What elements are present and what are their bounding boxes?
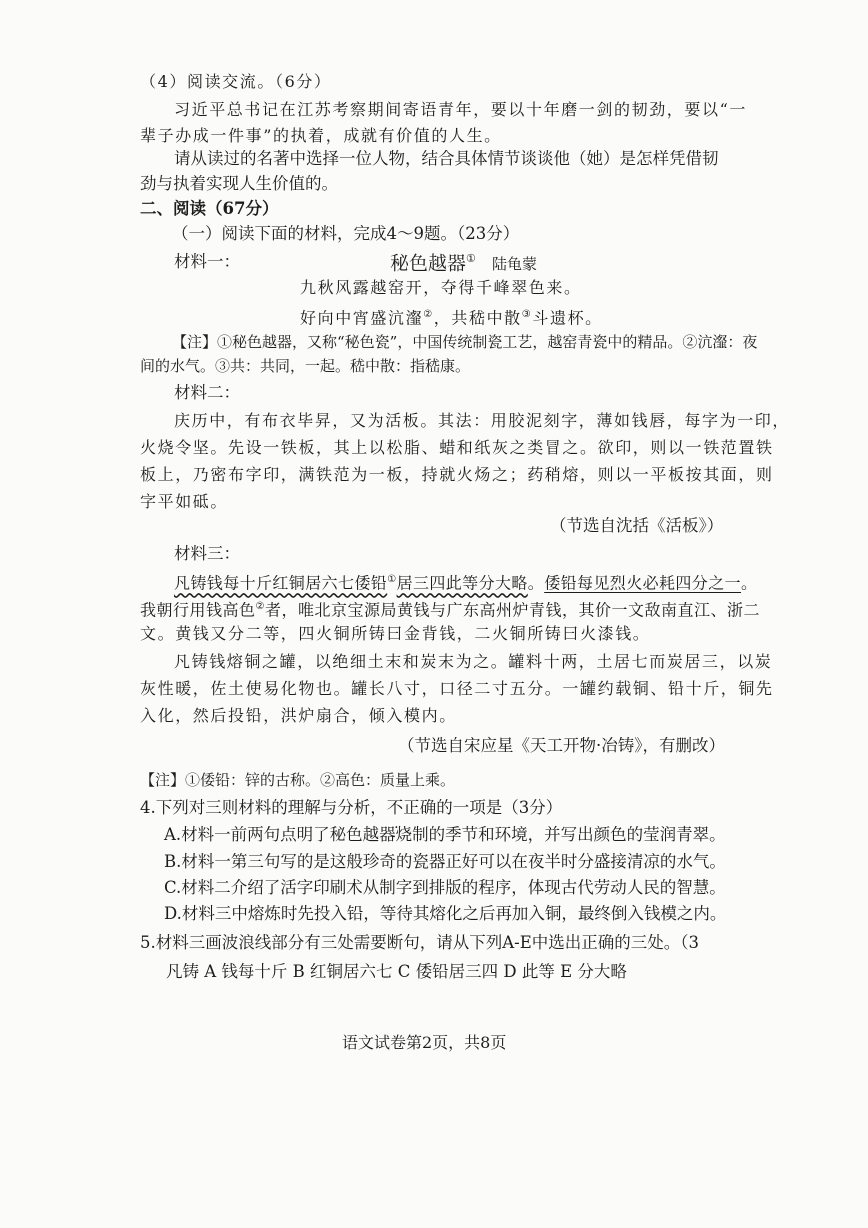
material3-line-5: 灰性暖，佐土使易化物也。罐长八寸，口径二寸五分。一罐约载铜、铅十斤，铜先 [140, 679, 774, 698]
q4-quote-line-2: 辈子办成一件事”的执着，成就有价值的人生。 [140, 126, 502, 145]
material3-punct-1: 。 [527, 573, 545, 593]
poem-author: 陆龟蒙 [492, 255, 538, 273]
material3-label: 材料三： [174, 544, 240, 563]
material2-line-2: 火烧令坚。先设一铁板，其上以松脂、蜡和纸灰之类冒之。欲印，则以一铁范置铁 [140, 438, 774, 457]
poem-line-2-note2: ③ [521, 309, 533, 320]
q4-stem-emphasis: 不 [386, 798, 404, 817]
wavy-line-part-2: 居三四此等分大略 [396, 573, 528, 593]
q4-ask-line-2: 劲与执着实现人生价值的。 [140, 174, 338, 193]
page-footer: 语文试卷第2页，共8页 [342, 1033, 507, 1052]
material3-note: 【注】①倭铅：锌的古称。②高色：质量上乘。 [140, 771, 456, 789]
q4-stem-a: 4.下列对三则材料的理解与分析， [140, 798, 387, 817]
material3-line-1 [174, 568, 757, 595]
q5-sentence: 凡铸 A 钱每十斤 B 红铜居六七 C 倭铅居三四 D 此等 E 分大略 [166, 962, 627, 981]
q4-option-a: A.材料一前两句点明了秘色越器烧制的季节和环境，并写出颜色的莹润青翠。 [164, 825, 726, 844]
q4-option-c: C.材料二介绍了活字印刷术从制字到排版的程序，体现古代劳动人民的智慧。 [164, 878, 726, 897]
material3-line-2a: 我朝行用钱高色 [140, 600, 256, 620]
material3-line-6: 入化，然后投铅，洪炉扇合，倾入模内。 [140, 706, 457, 725]
material3-line-3: 文。黄钱又分二等，四火铜所铸曰金背钱，二火铜所铸曰火漆钱。 [140, 624, 651, 643]
poem-line-1: 九秋风露越窑开，夺得千峰翠色来。 [300, 278, 582, 297]
underlined-sentence: 倭铅每见烈火必耗四分之一 [544, 573, 741, 593]
material3-note-mark-2: ② [255, 601, 265, 612]
material3-source: （节选自宋应星《天工开物·冶铸》，有删改） [398, 736, 725, 755]
poem-title [390, 247, 476, 275]
material1-label: 材料一： [174, 252, 240, 271]
poem-title-note: ① [466, 252, 476, 265]
q4-ask-line-1: 请从读过的名著中选择一位人物，结合具体情节谈谈他（她）是怎样凭借韧 [174, 149, 719, 168]
part-instruction: （一）阅读下面的材料，完成4～9题。（23分） [172, 224, 520, 243]
material3-punct-2: 。 [741, 573, 758, 593]
material2-source: （节选自沈括《活板》） [550, 516, 724, 535]
section-heading: 二、阅读（67分） [140, 199, 279, 218]
material1-note-1: 【注】①秘色越器，又称“秘色瓷”，中国传统制瓷工艺，越窑青瓷中的精品。②沆瀣：夜 [172, 333, 758, 351]
material2-line-3: 板上，乃密布字印，满铁范为一板，持就火炀之；药稍熔，则以一平板按其面，则 [140, 465, 774, 484]
q4-header: （4）阅读交流。（6分） [140, 72, 332, 91]
poem-line-2c: 斗遗杯。 [532, 308, 603, 328]
material2-line-4: 字平如砥。 [140, 492, 229, 511]
q4-stem-b: 正确的一项是（3分） [403, 798, 563, 817]
q5-stem: 5.材料三画波浪线部分有三处需要断句，请从下列A-E中选出正确的三处。（3 [140, 933, 700, 952]
material3-line-4: 凡铸钱熔铜之罐，以绝细土末和炭末为之。罐料十两，土居七而炭居三，以炭 [174, 652, 773, 671]
material3-line-2b: 者，唯北京宝源局黄钱与广东高州炉青钱，其价一文敌南直江、浙二 [264, 600, 760, 620]
q4-quote-line-1: 习近平总书记在江苏考察期间寄语青年，要以十年磨一剑的韧劲，要以“一 [174, 100, 747, 119]
poem-line-2b: ，共嵇中散 [433, 308, 522, 328]
poem-line-2 [300, 303, 603, 330]
wavy-line-part-1: 凡铸钱每十斤红铜居六七倭铅 [174, 573, 388, 593]
q4-choice-stem [140, 796, 562, 820]
material2-label: 材料二： [174, 383, 240, 402]
material3-line-2 [140, 595, 760, 622]
poem-line-2a: 好向中宵盛沆瀣 [300, 308, 424, 328]
q4-option-d: D.材料三中熔炼时先投入铅，等待其熔化之后再加入铜，最终倒入钱模之内。 [164, 904, 727, 923]
poem-title-text: 秘色越器 [390, 252, 467, 275]
poem-line-2-note: ② [423, 309, 434, 320]
material1-note-2: 间的水气。③共：共同，一起。嵇中散：指嵇康。 [140, 357, 471, 375]
q4-option-b: B.材料一第三句写的是这般珍奇的瓷器正好可以在夜半时分盛接清凉的水气。 [164, 852, 726, 871]
material2-line-1: 庆历中，有布衣毕昇，又为活板。其法：用胶泥刻字，薄如钱唇，每字为一印， [174, 411, 791, 430]
material3-note-mark-1: ① [387, 574, 397, 585]
